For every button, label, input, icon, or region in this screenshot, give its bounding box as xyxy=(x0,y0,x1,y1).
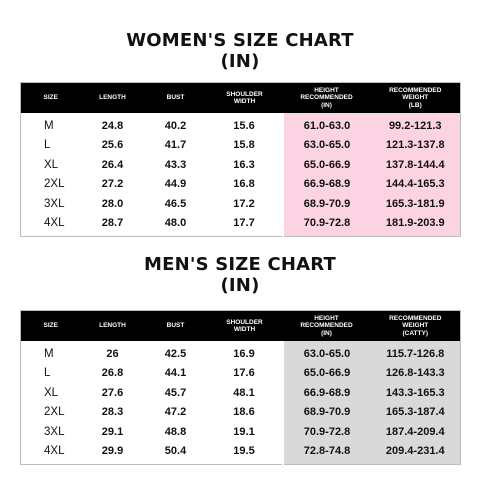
bust-cell: 48.8 xyxy=(164,425,187,438)
header-recommended-weight xyxy=(371,311,461,342)
table-row xyxy=(21,155,461,175)
length-cell: 24.8 xyxy=(101,119,124,132)
weight-cell: 209.4-231.4 xyxy=(371,442,461,465)
table-row xyxy=(21,341,461,364)
weight-cell: 99.2-121.3 xyxy=(371,113,461,136)
size-cell: L xyxy=(44,367,51,380)
table-row xyxy=(21,383,461,403)
length-cell: 26 xyxy=(106,347,119,360)
women-title-line1: WOMEN'S SIZE CHART xyxy=(126,30,354,51)
height-cell: 63.0-65.0 xyxy=(283,341,371,364)
men-title-unit: (IN) xyxy=(220,275,260,296)
weight-cell: 144.4-165.3 xyxy=(371,175,461,195)
shoulder-cell: 17.7 xyxy=(233,217,255,230)
weight-cell: 143.3-165.3 xyxy=(371,383,461,403)
header-weight-line3: (CATTY) xyxy=(402,329,428,337)
length-cell: 29.1 xyxy=(101,425,124,438)
shoulder-cell: 17.2 xyxy=(233,197,255,210)
shoulder-cell: 15.6 xyxy=(233,119,255,132)
men-header-row xyxy=(21,311,461,342)
shoulder-cell: 19.5 xyxy=(233,445,255,458)
size-cell: XL xyxy=(44,386,59,399)
shoulder-cell: 16.3 xyxy=(233,158,255,171)
height-cell: 70.9-72.8 xyxy=(283,422,371,442)
bust-cell: 44.1 xyxy=(164,367,187,380)
size-cell: 4XL xyxy=(44,217,65,230)
height-cell: 61.0-63.0 xyxy=(283,113,371,136)
length-cell: 25.6 xyxy=(101,139,124,152)
weight-cell: 187.4-209.4 xyxy=(371,422,461,442)
bust-cell: 45.7 xyxy=(164,386,187,399)
header-bust: BUST xyxy=(145,83,207,114)
shoulder-cell: 48.1 xyxy=(233,386,255,399)
men-size-table xyxy=(20,310,461,465)
header-weight-line2: WEIGHT xyxy=(402,322,429,330)
size-cell: XL xyxy=(44,158,59,171)
size-cell: M xyxy=(44,347,54,360)
height-cell: 63.0-65.0 xyxy=(283,136,371,156)
weight-cell: 126.8-143.3 xyxy=(371,364,461,384)
men-chart-title xyxy=(0,254,480,296)
header-height-line2: RECOMMENDED xyxy=(300,94,353,102)
women-header-row xyxy=(21,83,461,114)
header-height-line3: (IN) xyxy=(321,101,332,109)
height-cell: 65.0-66.9 xyxy=(283,364,371,384)
header-height-line1: HEIGHT xyxy=(314,86,339,94)
header-length: LENGTH xyxy=(81,311,145,342)
bust-cell: 47.2 xyxy=(164,406,187,419)
header-length: LENGTH xyxy=(81,83,145,114)
weight-cell: 115.7-126.8 xyxy=(371,341,461,364)
header-height-line3: (IN) xyxy=(321,329,332,337)
height-cell: 72.8-74.8 xyxy=(283,442,371,465)
header-shoulder-width xyxy=(207,311,283,342)
header-weight-line3: (LB) xyxy=(408,101,422,109)
bust-cell: 44.9 xyxy=(164,178,187,191)
weight-cell: 121.3-137.8 xyxy=(371,136,461,156)
size-cell: 2XL xyxy=(44,406,65,419)
header-height-recommended xyxy=(283,83,371,114)
bust-cell: 42.5 xyxy=(164,347,187,360)
size-cell: 4XL xyxy=(44,445,65,458)
shoulder-cell: 16.9 xyxy=(233,347,255,360)
size-cell: L xyxy=(44,139,51,152)
bust-cell: 48.0 xyxy=(164,217,187,230)
bust-cell: 46.5 xyxy=(164,197,187,210)
table-row xyxy=(21,194,461,214)
weight-cell: 165.3-181.9 xyxy=(371,194,461,214)
length-cell: 27.6 xyxy=(101,386,124,399)
table-row xyxy=(21,364,461,384)
table-row xyxy=(21,422,461,442)
header-bust: BUST xyxy=(145,311,207,342)
size-cell: 3XL xyxy=(44,425,65,438)
header-weight-line1: RECOMMENDED xyxy=(389,314,442,322)
length-cell: 29.9 xyxy=(101,445,124,458)
shoulder-cell: 18.6 xyxy=(233,406,255,419)
length-cell: 28.7 xyxy=(101,217,124,230)
shoulder-cell: 19.1 xyxy=(233,425,255,438)
header-height-line2: RECOMMENDED xyxy=(300,322,353,330)
length-cell: 28.3 xyxy=(101,406,124,419)
header-shoulder-line2: WIDTH xyxy=(233,326,256,333)
table-row xyxy=(21,442,461,465)
weight-cell: 181.9-203.9 xyxy=(371,214,461,237)
height-cell: 68.9-70.9 xyxy=(283,194,371,214)
size-cell: M xyxy=(44,119,54,132)
shoulder-cell: 15.8 xyxy=(233,139,255,152)
header-weight-line1: RECOMMENDED xyxy=(389,86,442,94)
height-cell: 66.9-68.9 xyxy=(283,383,371,403)
bust-cell: 50.4 xyxy=(164,445,187,458)
bust-cell: 41.7 xyxy=(164,139,187,152)
length-cell: 26.4 xyxy=(101,158,124,171)
shoulder-cell: 16.8 xyxy=(233,178,255,191)
header-recommended-weight xyxy=(371,83,461,114)
length-cell: 26.8 xyxy=(101,367,124,380)
shoulder-cell: 17.6 xyxy=(233,367,255,380)
table-row xyxy=(21,113,461,136)
length-cell: 28.0 xyxy=(101,197,124,210)
height-cell: 66.9-68.9 xyxy=(283,175,371,195)
header-size: SIZE xyxy=(21,83,81,114)
header-shoulder-line1: SHOULDER xyxy=(226,90,263,98)
header-size: SIZE xyxy=(21,311,81,342)
women-size-table xyxy=(20,82,461,237)
length-cell: 27.2 xyxy=(101,178,124,191)
table-row xyxy=(21,403,461,423)
women-title-unit: (IN) xyxy=(220,51,260,72)
table-row xyxy=(21,136,461,156)
height-cell: 70.9-72.8 xyxy=(283,214,371,237)
header-shoulder-width xyxy=(207,83,283,114)
weight-cell: 137.8-144.4 xyxy=(371,155,461,175)
size-cell: 2XL xyxy=(44,178,65,191)
header-weight-line2: WEIGHT xyxy=(402,94,429,102)
header-height-line1: HEIGHT xyxy=(314,314,339,322)
bust-cell: 40.2 xyxy=(164,119,187,132)
women-chart-title xyxy=(0,30,480,72)
header-height-recommended xyxy=(283,311,371,342)
height-cell: 65.0-66.9 xyxy=(283,155,371,175)
height-cell: 68.9-70.9 xyxy=(283,403,371,423)
bust-cell: 43.3 xyxy=(164,158,187,171)
weight-cell: 165.3-187.4 xyxy=(371,403,461,423)
table-row xyxy=(21,214,461,237)
header-shoulder-line2: WIDTH xyxy=(233,98,256,105)
table-row xyxy=(21,175,461,195)
men-title-line1: MEN'S SIZE CHART xyxy=(143,254,337,275)
size-cell: 3XL xyxy=(44,197,65,210)
header-shoulder-line1: SHOULDER xyxy=(226,318,263,326)
